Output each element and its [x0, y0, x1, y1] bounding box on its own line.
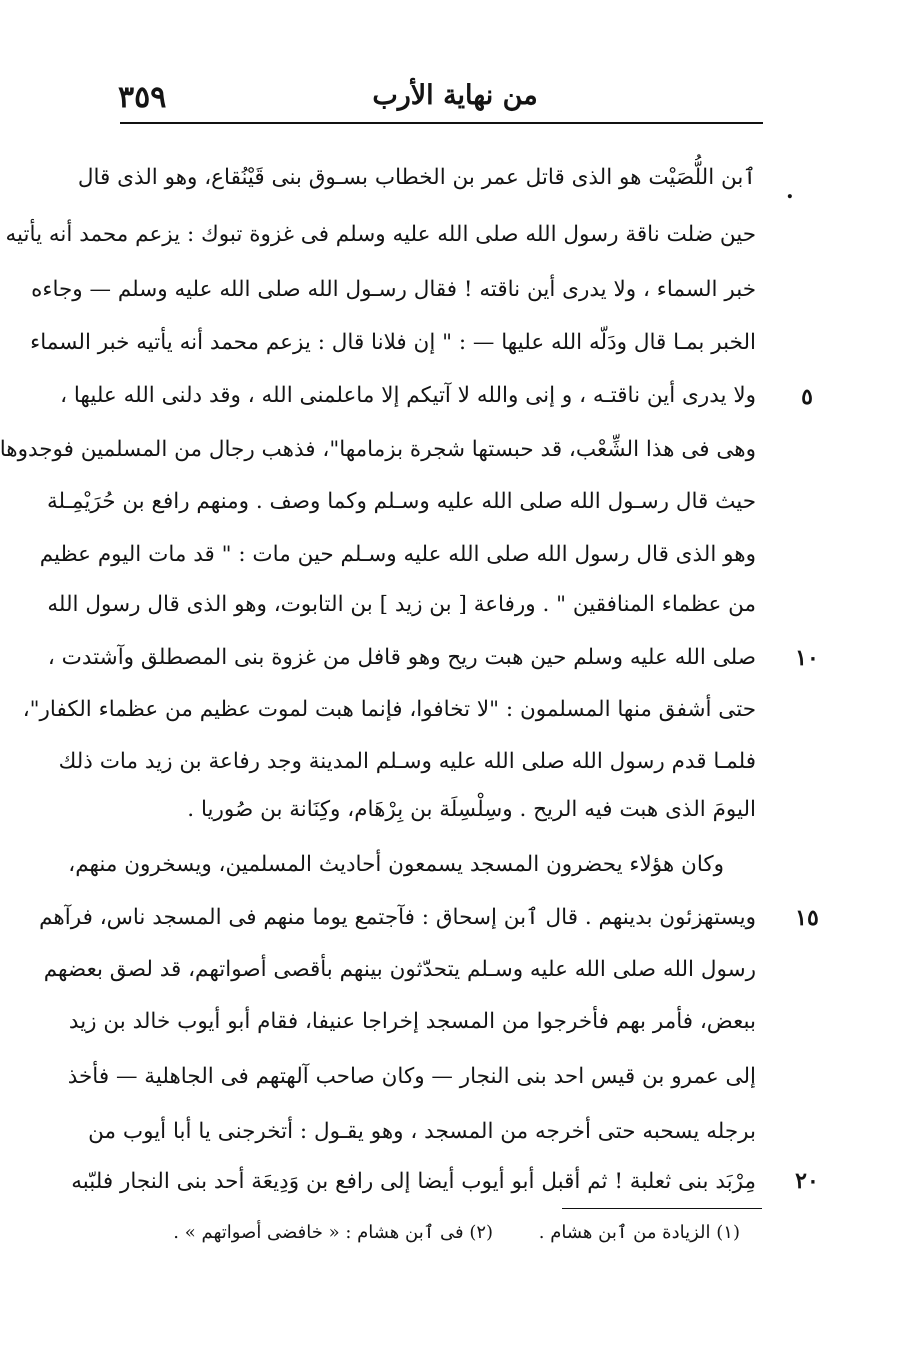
text-line: حيث قال رسـول الله صلى الله عليه وسـلم وكما وصف . ومنهم رافع بن حُرَيْمِـلة [46, 489, 756, 514]
text-line: وهى فى هذا الشِّعْب، قد حبستها شجرة بزمامها"، فذهب رجال من المسلمين فوجدوها [0, 437, 756, 462]
text-line: من عظماء المنافقين " . ورفاعة [ بن زيد ] بن التابوت، وهو الذى قال رسول الله [47, 592, 756, 617]
text-line: حتى أشفق منها المسلمون : "لا تخافوا، فإنما هبت لموت عظيم من عظماء الكفار"، [22, 697, 756, 722]
text-line: الخبر بمـا قال ودَلّه الله عليها — : " إن فلانا قال : يزعم محمد أنه يأتيه خبر السماء [30, 330, 756, 355]
text-line: حين ضلت ناقة رسول الله صلى الله عليه وسلم فى غزوة تبوك : يزعم محمد أنه يأتيه [5, 222, 756, 247]
text-line: خبر السماء ، ولا يدرى أين ناقته ! فقال رسـول الله صلى الله عليه وسلم — وجاءه [31, 277, 756, 302]
text-line: ويستهزئون بدينهم . قال ٱبن إسحاق : فآجتمع يوما منهم فى المسجد ناس، فرآهم [39, 905, 756, 930]
text-line: وهو الذى قال رسول الله صلى الله عليه وسـلم حين مات : " قد مات اليوم عظيم [39, 542, 756, 567]
text-line: اليومَ الذى هبت فيه الريح . وسِلْسِلَة بن بِرْهَام، وكِنَانة بن صُوريا . [187, 797, 756, 822]
footnote-2: (٢) فى ٱبن هشام : « خافضى أصواتهم » . [173, 1222, 494, 1243]
page-number: ٣٥٩ [118, 80, 167, 115]
text-line: ٱبن اللُّصَيْت هو الذى قاتل عمر بن الخطاب بسـوق بنى قَيْنُقاع، وهو الذى قال [77, 165, 756, 190]
line-number-15: ١٥ [795, 905, 819, 931]
margin-mark: . [786, 178, 794, 204]
footnotes [173, 1222, 740, 1243]
text-line: ببعض، فأمر بهم فأخرجوا من المسجد إخراجا عنيفا، فقام أبو أيوب خالد بن زيد [68, 1009, 756, 1034]
text-line: برجله يسحبه حتى أخرجه من المسجد ، وهو يقـول : أتخرجنى يا أبا أيوب من [88, 1119, 756, 1144]
footnote-rule [562, 1208, 762, 1209]
text-line: مِرْبَد بنى ثعلبة ! ثم أقبل أبو أيوب أيضا إلى رافع بن وَدِيعَة أحد بنى النجار فلبّبه [71, 1169, 756, 1194]
text-line: ولا يدرى أين ناقتـه ، و إنى والله لا آتيكم إلا ماعلمنى الله ، وقد دلنى الله عليها ، [60, 383, 756, 408]
text-line: فلمـا قدم رسول الله صلى الله عليه وسـلم المدينة وجد رفاعة بن زيد مات ذلك [58, 749, 756, 774]
line-number-20: ٢٠ [795, 1168, 819, 1194]
text-line: صلى الله عليه وسلم حين هبت ريح وهو قافل من غزوة بنى المصطلق وآشتدت ، [47, 645, 756, 670]
line-number-5: ٥ [801, 384, 813, 410]
text-line: إلى عمرو بن قيس احد بنى النجار — وكان صاحب آلهتهم فى الجاهلية — فأخذ [67, 1064, 756, 1089]
line-number-10: ١٠ [795, 645, 819, 671]
header-rule [120, 122, 763, 124]
text-line: رسول الله صلى الله عليه وسـلم يتحدّثون بينهم بأقصى أصواتهم، قد لصق بعضهم [43, 957, 756, 982]
running-title: من نهاية الأرب [372, 80, 538, 111]
footnote-1: (١) الزيادة من ٱبن هشام . [538, 1222, 740, 1243]
text-line: وكان هؤلاء يحضرون المسجد يسمعون أحاديث المسلمين، ويسخرون منهم، [68, 852, 724, 877]
